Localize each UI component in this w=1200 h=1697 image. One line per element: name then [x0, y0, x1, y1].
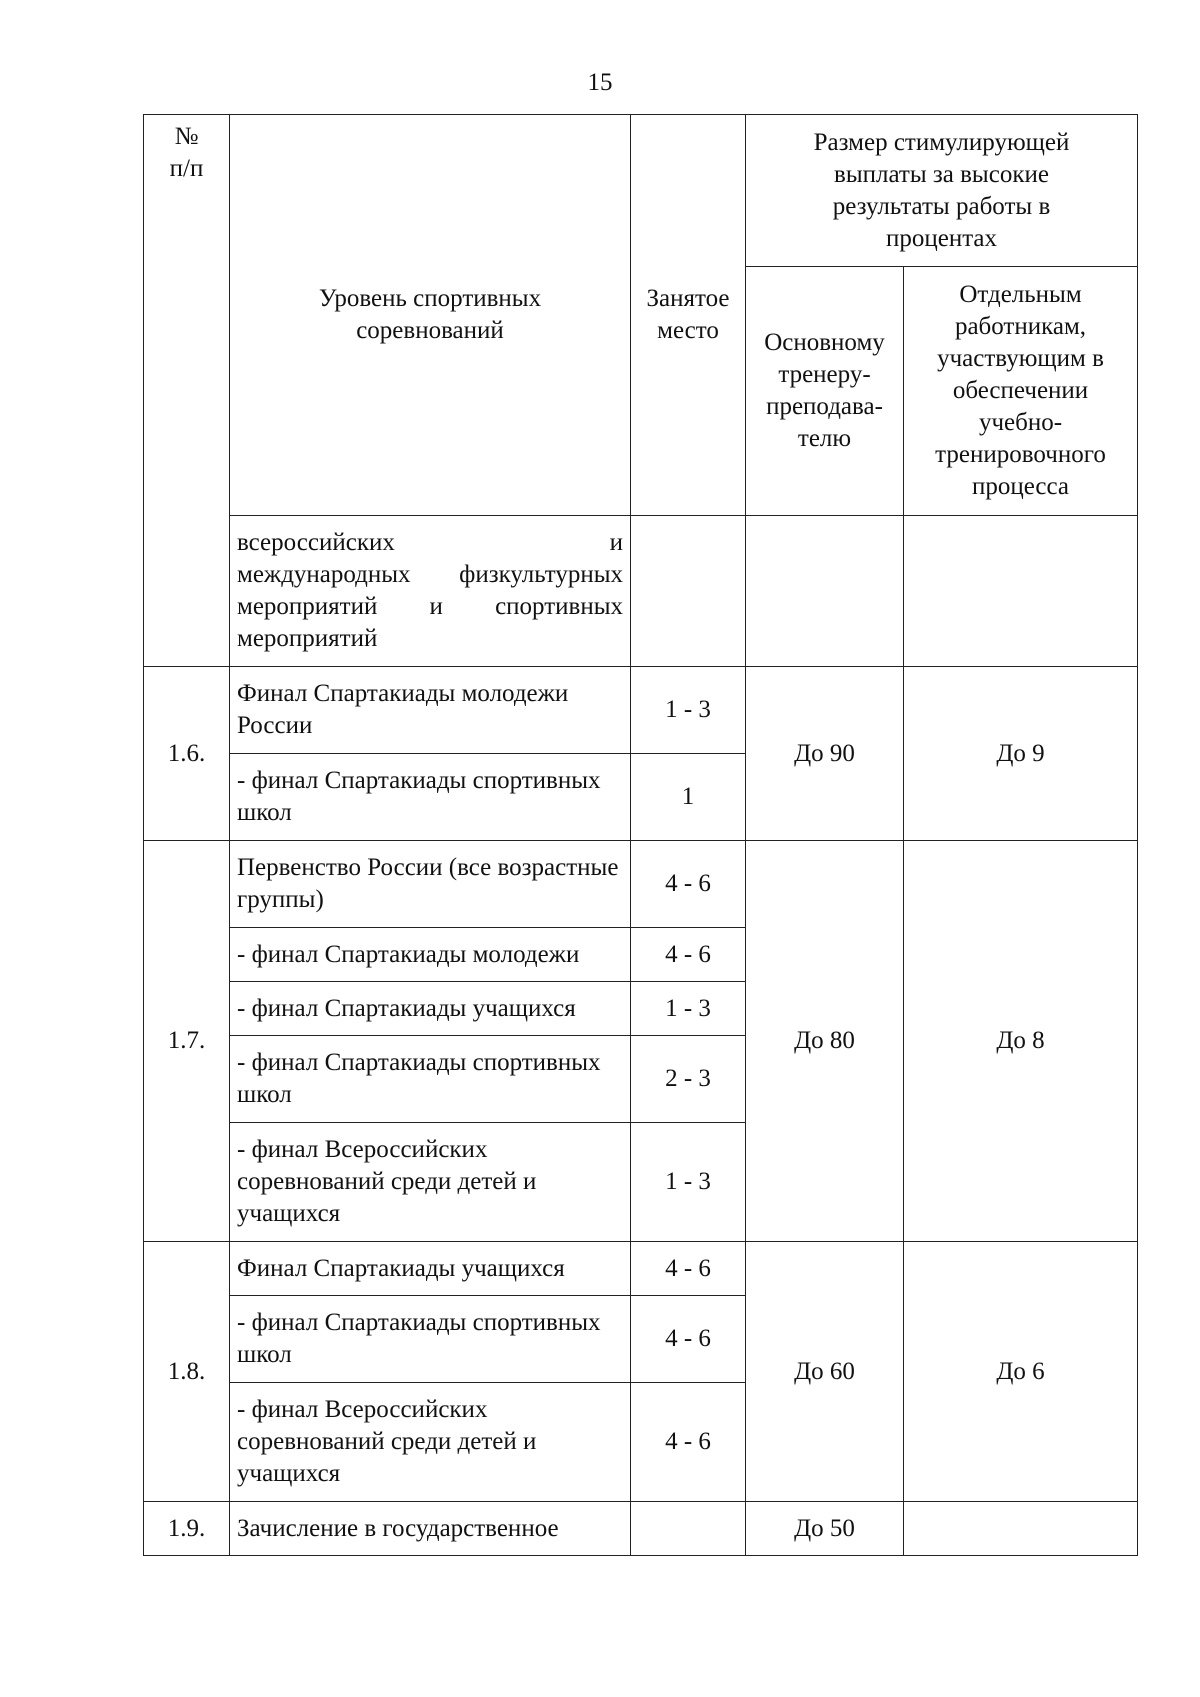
- continuation-word-left: всероссийских: [237, 529, 395, 556]
- header-place-cell: [631, 115, 746, 516]
- header-place: Занятое место: [646, 285, 730, 344]
- place-cell: 2 - 3: [631, 1036, 746, 1123]
- continuation-cell: [230, 516, 631, 667]
- level-cell: - финал Всероссийских соревнований среди детей и учащихся: [230, 1123, 631, 1242]
- continuation-place: [631, 516, 746, 667]
- place-cell: 1 - 3: [631, 667, 746, 754]
- place-cell: [631, 1502, 746, 1556]
- others-payment: До 6: [904, 1242, 1138, 1502]
- place-cell: 4 - 6: [631, 841, 746, 928]
- level-cell: Первенство России (все возрастные группы): [230, 841, 631, 928]
- header-coach-cell: [746, 267, 904, 516]
- table-row: [144, 841, 1138, 928]
- place-cell: 4 - 6: [631, 928, 746, 982]
- header-others-cell: [904, 267, 1138, 516]
- level-cell: - финал Спартакиады спортивных школ: [230, 1296, 631, 1383]
- coach-payment: До 80: [746, 841, 904, 1242]
- place-cell: 1 - 3: [631, 982, 746, 1036]
- level-cell: - финал Спартакиады спортивных школ: [230, 1036, 631, 1123]
- header-coach: Основному тренеру-преподава-телю: [764, 329, 885, 452]
- header-others: Отдельным работникам, участвующим в обеспечении учебно-тренировочного процесса: [935, 281, 1106, 500]
- level-cell: - финал Спартакиады учащихся: [230, 982, 631, 1036]
- others-payment: До 9: [904, 667, 1138, 841]
- level-cell: Финал Спартакиады молодежи России: [230, 667, 631, 754]
- table-row: [144, 1502, 1138, 1556]
- continuation-row: [144, 516, 1138, 667]
- group-num: 1.8.: [144, 1242, 230, 1502]
- table-row: [144, 667, 1138, 754]
- header-row: [144, 115, 1138, 267]
- header-num-cell: [144, 115, 230, 667]
- level-cell: - финал Спартакиады спортивных школ: [230, 754, 631, 841]
- level-cell: - финал Спартакиады молодежи: [230, 928, 631, 982]
- continuation-rest: международных физкультурных мероприятий и спортивных мероприятий: [237, 561, 623, 652]
- continuation-others: [904, 516, 1138, 667]
- place-cell: 1: [631, 754, 746, 841]
- level-cell: Финал Спартакиады учащихся: [230, 1242, 631, 1296]
- group-num: 1.7.: [144, 841, 230, 1242]
- header-level: Уровень спортивных соревнований: [318, 285, 542, 344]
- continuation-first-line: [237, 527, 623, 559]
- place-cell: 1 - 3: [631, 1123, 746, 1242]
- header-level-cell: [230, 115, 631, 516]
- level-cell: Зачисление в государственное: [230, 1502, 631, 1556]
- header-num: № п/п: [169, 123, 204, 182]
- payment-table: [143, 114, 1138, 1556]
- level-cell: - финал Всероссийских соревнований среди детей и учащихся: [230, 1383, 631, 1502]
- coach-payment: До 50: [746, 1502, 904, 1556]
- coach-payment: До 90: [746, 667, 904, 841]
- header-payment-cell: [746, 115, 1138, 267]
- coach-payment: До 60: [746, 1242, 904, 1502]
- group-num: 1.9.: [144, 1502, 230, 1556]
- group-num: 1.6.: [144, 667, 230, 841]
- place-cell: 4 - 6: [631, 1296, 746, 1383]
- table-row: [144, 1242, 1138, 1296]
- page-number: 15: [587, 69, 613, 96]
- place-cell: 4 - 6: [631, 1242, 746, 1296]
- continuation-coach: [746, 516, 904, 667]
- continuation-word-right: и: [609, 529, 623, 556]
- others-payment: [904, 1502, 1138, 1556]
- others-payment: До 8: [904, 841, 1138, 1242]
- place-cell: 4 - 6: [631, 1383, 746, 1502]
- header-payment-group: Размер стимулирующей выплаты за высокие результаты работы в процентах: [813, 128, 1070, 252]
